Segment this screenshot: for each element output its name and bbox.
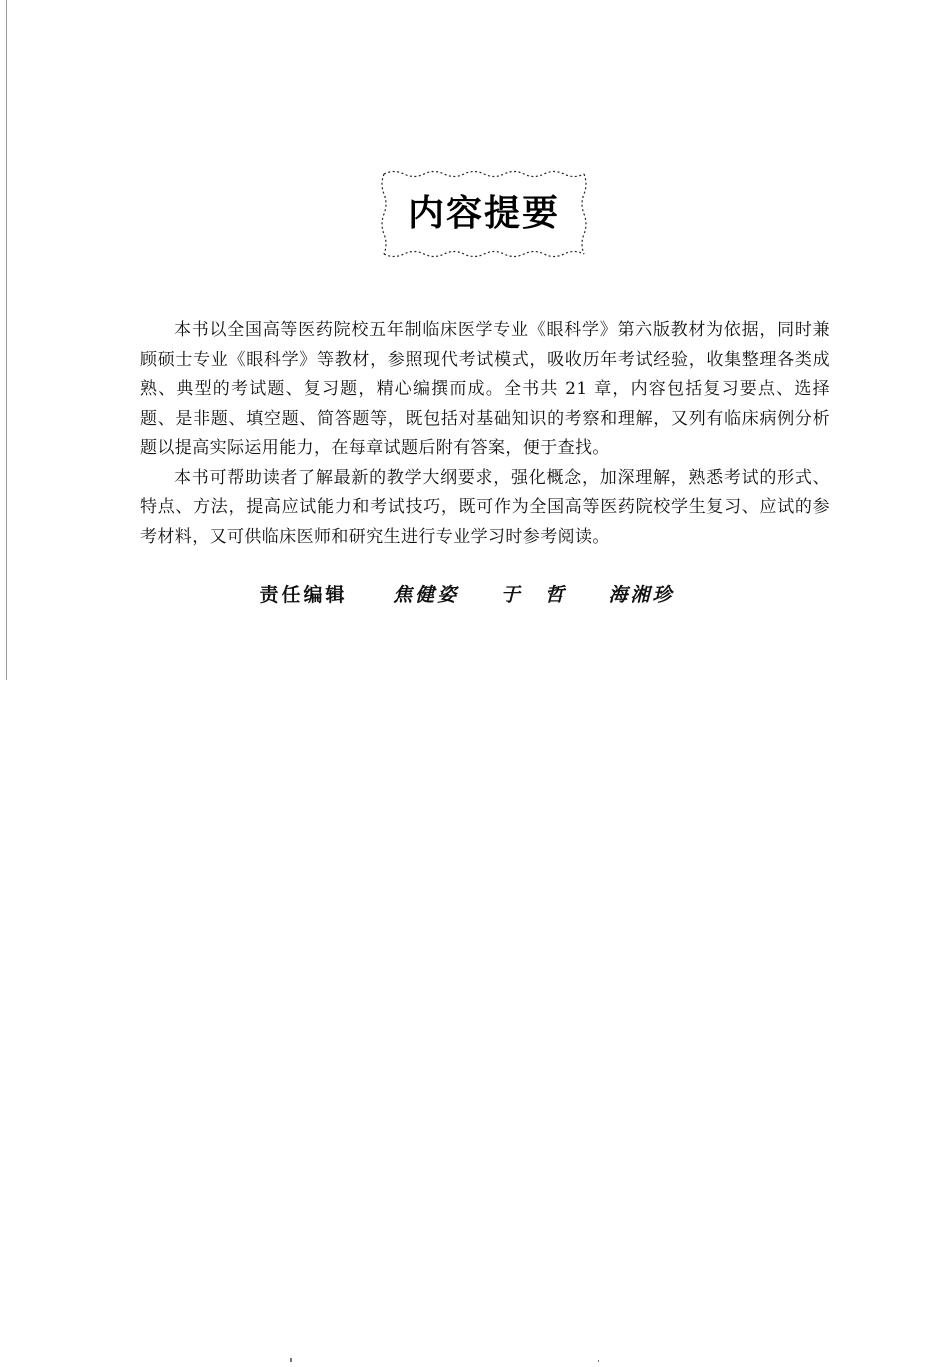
title-box <box>380 168 588 260</box>
editor-names <box>377 580 690 607</box>
scan-speck <box>290 1358 292 1362</box>
scan-edge-line <box>6 0 7 680</box>
editors-label: 责任编辑 <box>259 584 348 606</box>
summary-body <box>140 316 830 552</box>
section-title: 内容提要 <box>407 193 560 234</box>
summary-paragraph-2: 本书可帮助读者了解最新的教学大纲要求，强化概念，加深理解，熟悉考试的形式、特点、方法，提高应试能力和考试技巧，既可作为全国高等医药院校学生复习、应试的参考材料，又可供临床医师和研究生进行专业学习时参考阅读。 <box>140 467 830 547</box>
summary-paragraph-1: 本书以全国高等医药院校五年制临床医学专业《眼科学》第六版教材为依据，同时兼顾硕士专业《眼科学》等教材，参照现代考试模式，吸收历年考试经验，收集整理各类成熟、典型的考试题、复习题，精心编撰而成。全书共 21 章，内容包括复习要点、选择题、是非题、填空题、简答题等，既包括对基础知识的考察和理解，又列有临床病例分析题以提高实际运用能力，在每章试题后附有答案，便于查找。 <box>140 320 830 458</box>
scan-speck <box>598 1360 599 1362</box>
editor-name: 海湘珍 <box>608 584 675 606</box>
editor-name: 焦健姿 <box>393 584 460 606</box>
editor-name: 于 哲 <box>500 584 567 606</box>
editors-line <box>0 580 950 607</box>
